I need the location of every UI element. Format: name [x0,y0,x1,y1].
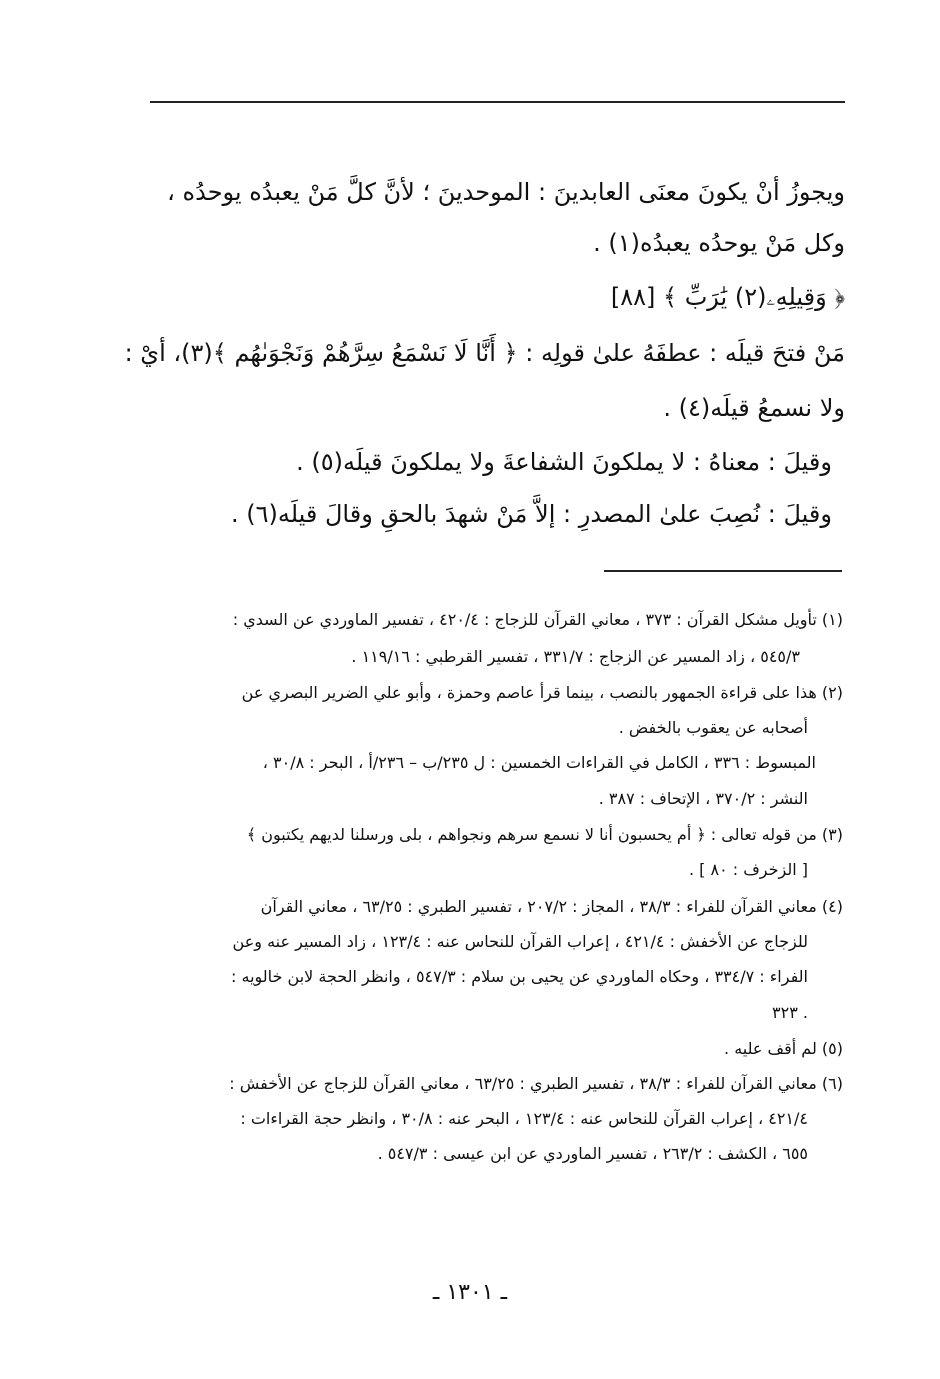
body-line-4: ولا نسمعُ قيلَه(٤) . [663,394,845,422]
body-line-2: وكل مَنْ يوحدُه يعبدُه(١) . [593,229,845,257]
footnote-line: (٢) هذا على قراءة الجمهور بالنصب ، بينما قرأ عاصم وحمزة ، وأبو علي الضرير البصري عن [241,683,843,702]
footnote-line: ٤٢١/٤ ، إعراب القرآن للنحاس عنه : ١٢٣/٤ ، البحر عنه : ٣٠/٨ ، وانظر حجة القراءات : [240,1109,808,1128]
footnote-line: ٣٢٣ . [772,1003,808,1022]
footnote-line: ٥٤٥/٣ ، زاد المسير عن الزجاج : ٣٣١/٧ ، تفسير القرطبي : ١١٩/١٦ . [351,647,800,666]
page-number: ـ ١٣٠١ ـ [432,1280,508,1305]
footnote-line: للزجاج عن الأخفش : ٤٢١/٤ ، إعراب القرآن للنحاس عنه : ١٢٣/٤ ، زاد المسير عنه وعن [232,932,808,951]
verse-heading: ﴿ وَقِيلِهِۦ(٢) يَٰرَبِّ ﴾ [٨٨] [610,283,845,311]
body-line-5: وقيلَ : معناهُ : لا يملكونَ الشفاعةَ ولا يملكونَ قيلَه(٥) . [296,448,832,476]
body-line-6: وقيلَ : نُصِبَ علىٰ المصدرِ : إلاَّ مَنْ شهدَ بالحقِ وقالَ قيلَه(٦) . [230,500,832,528]
footnote-line: [ الزخرف : ٨٠ ] . [688,860,808,879]
footnote-line: ٦٥٥ ، الكشف : ٢٦٣/٢ ، تفسير الماوردي عن ابن عيسى : ٥٤٧/٣ . [377,1144,808,1163]
header-rule [150,101,845,103]
footnote-line: النشر : ٣٧٠/٢ ، الإتحاف : ٣٨٧ . [598,789,808,808]
footnote-line: الفراء : ٣٣٤/٧ ، وحكاه الماوردي عن يحيى بن سلام : ٥٤٧/٣ ، وانظر الحجة لابن خالويه : [231,967,808,986]
footnote-line: أصحابه عن يعقوب بالخفض . [618,718,808,737]
body-line-1: ويجوزُ أنْ يكونَ معنَى العابدينَ : الموحدينَ ؛ لأنَّ كلَّ مَنْ يعبدُه يوحدُه ، [167,178,845,206]
footnote-line: (١) تأويل مشكل القرآن : ٣٧٣ ، معاني القرآن للزجاج : ٤٢٠/٤ ، تفسير الماوردي عن السدي : [232,610,843,629]
footnote-separator [604,570,842,572]
footnote-line: المبسوط : ٣٣٦ ، الكامل في القراءات الخمسين : ل ٢٣٥/ب – ٢٣٦/أ ، البحر : ٣٠/٨ ، [262,753,816,772]
footnote-line: (٣) من قوله تعالى : ﴿ أم يحسبون أنا لا نسمع سرهم ونجواهم ، بلى ورسلنا لديهم يكتبون ﴾ [246,825,843,844]
footnote-line: (٦) معاني القرآن للفراء : ٣٨/٣ ، تفسير الطبري : ٦٣/٢٥ ، معاني القرآن للزجاج عن الأخفش : [229,1074,843,1093]
footnote-line: (٥) لم أقف عليه . [724,1039,843,1058]
footnote-line: (٤) معاني القرآن للفراء : ٣٨/٣ ، المجاز : ٢٠٧/٢ ، تفسير الطبري : ٦٣/٢٥ ، معاني القرآن [260,897,843,916]
body-line-3: مَنْ فتحَ قيلَه : عطفَهُ علىٰ قولِه : ﴿ أَنَّا لَا نَسْمَعُ سِرَّهُمْ وَنَجْوَىٰهُم ﴾(٣)، أيْ : [124,339,845,367]
